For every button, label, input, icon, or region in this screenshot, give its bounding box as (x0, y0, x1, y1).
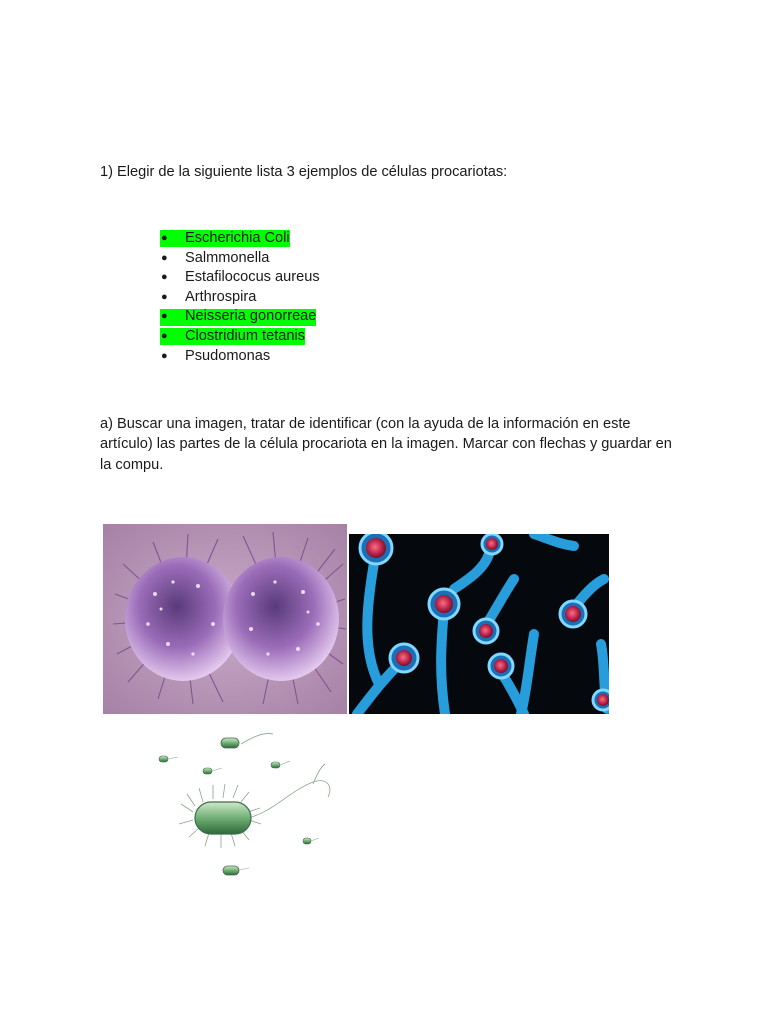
bullet: ● (161, 349, 168, 362)
bullet: ● (161, 271, 168, 284)
bullet: ● (161, 290, 168, 303)
bullet: ● (161, 329, 168, 342)
list-item-label: Neisseria gonorreae (185, 308, 317, 325)
list-item-label: Clostridium tetanis (185, 327, 306, 344)
ecoli-image (103, 722, 385, 886)
list-item-label: Arthrospira (185, 288, 257, 305)
list-item (160, 249, 320, 269)
list-item-label: Salmmonella (185, 249, 270, 266)
list-item (160, 229, 320, 249)
question-1: 1) Elegir de la siguiente lista 3 ejemplos de células procariotas: (100, 164, 508, 180)
bullet: ● (161, 232, 168, 244)
list-item (160, 268, 320, 288)
bullet: ● (161, 310, 168, 323)
list-item-label: Estafilococus aureus (185, 269, 320, 286)
clostridium-image (349, 534, 609, 714)
list-item-label: Psudomonas (185, 347, 271, 364)
list-item (160, 327, 320, 347)
neisseria-image (103, 524, 347, 714)
bacteria-list (160, 229, 320, 366)
question-a: a) Buscar una imagen, tratar de identificar (con la ayuda de la información en este artículo) las partes de la célula procariota en la imagen. Marcar con flechas y guardar en la compu. (100, 416, 672, 473)
bullet: ● (161, 251, 168, 264)
list-item (160, 347, 320, 367)
list-item (160, 288, 320, 308)
list-item-label: Escherichia Coli (185, 230, 290, 246)
list-item (160, 307, 320, 327)
